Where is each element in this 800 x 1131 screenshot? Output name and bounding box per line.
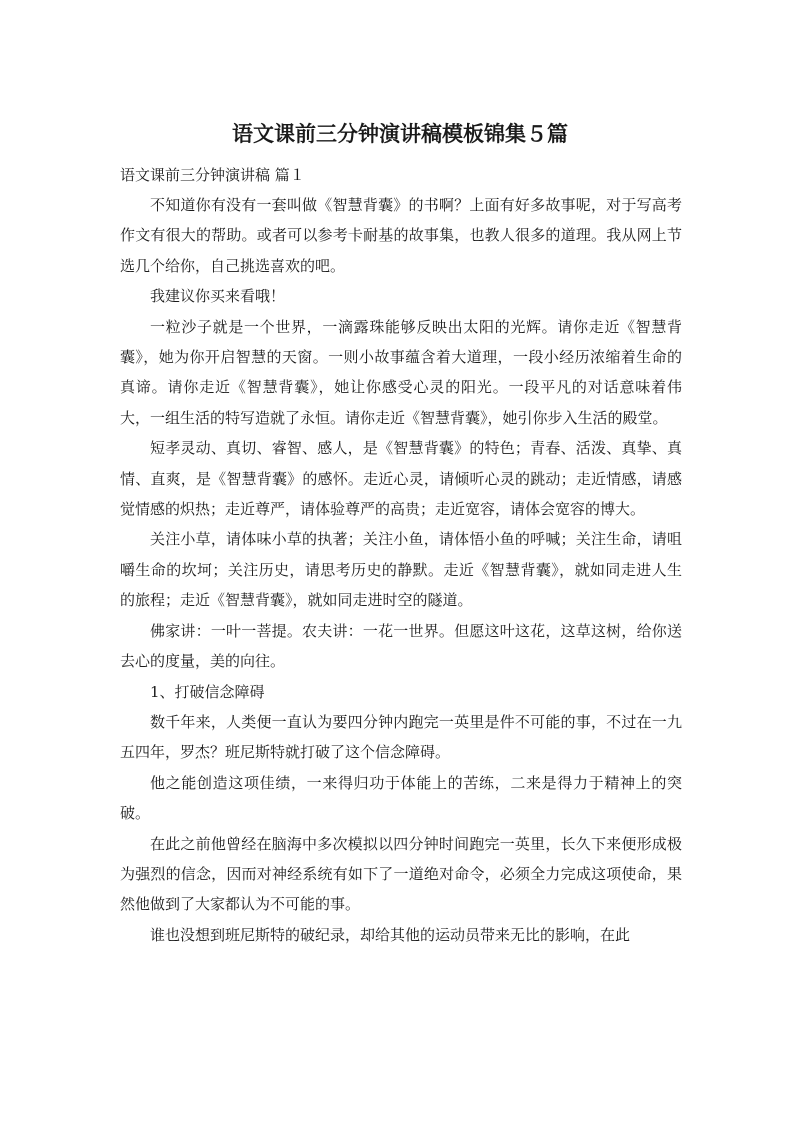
section-heading: 语文课前三分钟演讲稿 篇１ <box>120 166 305 184</box>
paragraph: 我建议你买来看哦！ <box>150 287 286 306</box>
document-body <box>120 160 682 950</box>
paragraph: 佛家讲：一叶一菩提。农夫讲：一花一世界。但愿这叶这花，这草这树，给你送去心的度量，美的向往。 <box>120 621 682 671</box>
paragraph: 他之能创造这项佳绩，一来得归功于体能上的苦练，二来是得力于精神上的突破。 <box>120 773 682 823</box>
document-title: 语文课前三分钟演讲稿模板锦集５篇 <box>232 122 568 146</box>
paragraph: 谁也没想到班尼斯特的破纪录，却给其他的运动员带来无比的影响，在此 <box>150 925 631 944</box>
paragraph: 不知道你有没有一套叫做《智慧背囊》的书啊？上面有好多故事呢，对于写高考作文有很大的帮助。或者可以参考卡耐基的故事集，也教人很多的道理。我从网上节选几个给你，自己挑选喜欢的吧。 <box>120 196 682 275</box>
paragraph: 在此之前他曾经在脑海中多次模拟以四分钟时间跑完一英里，长久下来便形成极为强烈的信念，因而对神经系统有如下了一道绝对命令，必须全力完成这项使命，果然他做到了大家都认为不可能的事。 <box>120 834 682 914</box>
paragraph: 短孝灵动、真切、睿智、感人，是《智慧背囊》的特色；青春、活泼、真挚、真情、直爽，是《智慧背囊》的感怀。走近心灵，请倾听心灵的跳动；走近情感，请感觉情感的炽热；走近尊严，请体验尊严的高贵；走近宽容，请体会宽容的博大。 <box>120 439 682 519</box>
paragraph: 数千年来，人类便一直认为要四分钟内跑完一英里是件不可能的事，不过在一九五四年，罗杰？班尼斯特就打破了这个信念障碍。 <box>120 712 682 762</box>
paragraph: 一粒沙子就是一个世界，一滴露珠能够反映出太阳的光辉。请你走近《智慧背囊》，她为你开启智慧的天窗。一则小故事蕴含着大道理，一段小经历浓缩着生命的真谛。请你走近《智慧背囊》，她让你感受心灵的阳光。一段平凡的对话意味着伟大，一组生活的特写造就了永恒。请你走近《智慧背囊》，她引你步入生活的殿堂。 <box>120 317 682 427</box>
subheading: 1、打破信念障碍 <box>150 682 265 701</box>
paragraph: 关注小草，请体味小草的执著；关注小鱼，请体悟小鱼的呼喊；关注生命，请咀嚼生命的坎坷；关注历史，请思考历史的静默。走近《智慧背囊》，就如同走进人生的旅程；走近《智慧背囊》，就如同走进时空的隧道。 <box>120 530 682 610</box>
